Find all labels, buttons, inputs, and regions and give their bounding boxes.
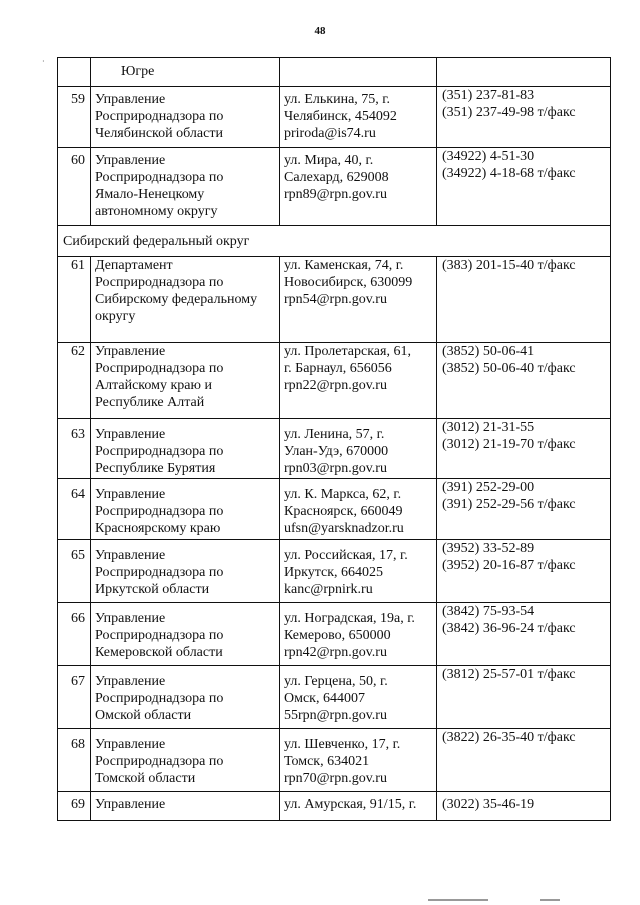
cell-number — [58, 729, 91, 792]
text-line: Иркутской области — [95, 582, 210, 597]
table-row — [58, 257, 611, 343]
text-line: Управление — [95, 92, 166, 107]
text-line: (351) 237-81-83 — [442, 88, 535, 103]
text-line: ул. Шевченко, 17, г. — [284, 737, 401, 752]
cell-name — [91, 87, 280, 148]
cell-phone — [437, 87, 611, 148]
text-line: Росприроднадзора по — [95, 565, 224, 580]
phone-numbers — [437, 603, 610, 637]
address — [280, 540, 436, 598]
scan-mark: · — [42, 57, 45, 66]
cell-name — [91, 419, 280, 479]
phone-numbers — [437, 87, 610, 121]
text-line: Росприроднадзора по — [95, 361, 224, 376]
cell-number — [58, 257, 91, 343]
table-row — [58, 603, 611, 666]
cell-address — [280, 257, 437, 343]
cell-address — [280, 540, 437, 603]
cell-name — [91, 603, 280, 666]
row-number: 68 — [71, 737, 85, 752]
cell-number — [58, 479, 91, 540]
phone-numbers — [437, 666, 610, 683]
organization-name — [91, 343, 279, 411]
text-line: (351) 237-49-98 т/факс — [442, 105, 576, 120]
cell-address — [280, 792, 437, 821]
phone-numbers — [437, 540, 610, 574]
cell-name — [91, 257, 280, 343]
text-line: Управление — [95, 487, 166, 502]
text-line: Управление — [95, 344, 166, 359]
organization-name — [91, 148, 279, 220]
text-line: (3842) 36-96-24 т/факс — [442, 621, 576, 636]
address — [280, 419, 436, 477]
organization-name — [91, 540, 279, 598]
text-line: Управление — [95, 153, 166, 168]
row-number: 61 — [71, 258, 85, 273]
text-line: ул. Ленина, 57, г. — [284, 427, 385, 442]
cell-name — [91, 729, 280, 792]
cell-phone — [437, 666, 611, 729]
address — [280, 729, 436, 787]
text-line: Управление — [95, 737, 166, 752]
text-line: (34922) 4-18-68 т/факс — [442, 166, 576, 181]
text-line: (3012) 21-19-70 т/факс — [442, 437, 576, 452]
cell-address — [280, 58, 437, 87]
name-line: Югре — [121, 64, 155, 79]
row-number: 65 — [71, 548, 85, 563]
cell-name — [91, 540, 280, 603]
cell-name — [91, 148, 280, 226]
text-line: ufsn@yarsknadzor.ru — [284, 521, 404, 536]
text-line: Улан-Удэ, 670000 — [284, 444, 389, 459]
table-row — [58, 148, 611, 226]
text-line: priroda@is74.ru — [284, 126, 376, 141]
cell-address — [280, 729, 437, 792]
text-line: rpn03@rpn.gov.ru — [284, 461, 387, 476]
row-number: 69 — [71, 797, 85, 812]
registry-table-body — [58, 58, 611, 821]
cell-phone — [437, 343, 611, 419]
text-line: ул. Герцена, 50, г. — [284, 674, 388, 689]
address — [280, 666, 436, 724]
text-line: ул. Мира, 40, г. — [284, 153, 374, 168]
address — [280, 792, 436, 813]
text-line: Алтайскому краю и — [95, 378, 212, 393]
cell-phone — [437, 419, 611, 479]
text-line: (391) 252-29-00 — [442, 480, 535, 495]
organization-name — [91, 729, 279, 787]
phone-numbers — [437, 419, 610, 453]
text-line: Кемеровской области — [95, 645, 223, 660]
row-number: 67 — [71, 674, 85, 689]
text-line: Красноярскому краю — [95, 521, 221, 536]
text-line: (3022) 35-46-19 — [442, 797, 535, 812]
cell-address — [280, 479, 437, 540]
table-row — [58, 479, 611, 540]
cell-phone — [437, 58, 611, 87]
address — [280, 603, 436, 661]
text-line: округу — [95, 309, 136, 324]
text-line: Росприроднадзора по — [95, 504, 224, 519]
cell-number — [58, 603, 91, 666]
text-line: rpn70@rpn.gov.ru — [284, 771, 387, 786]
text-line: (3842) 75-93-54 — [442, 604, 535, 619]
organization-name — [91, 603, 279, 661]
text-line: (34922) 4-51-30 — [442, 149, 535, 164]
text-line: (3852) 50-06-40 т/факс — [442, 361, 576, 376]
text-line: Красноярск, 660049 — [284, 504, 403, 519]
row-number: 62 — [71, 344, 85, 359]
address — [280, 257, 436, 308]
text-line: Росприроднадзора по — [95, 444, 224, 459]
cell-name — [91, 58, 280, 87]
cell-name — [91, 792, 280, 821]
organization-name — [91, 792, 279, 813]
text-line: Росприроднадзора по — [95, 109, 224, 124]
text-line: Томской области — [95, 771, 196, 786]
text-line: Управление — [95, 797, 166, 812]
text-line: Управление — [95, 674, 166, 689]
cell-address — [280, 343, 437, 419]
section-row — [58, 226, 611, 257]
text-line: Сибирскому федеральному — [95, 292, 258, 307]
text-line: Салехард, 629008 — [284, 170, 389, 185]
text-line: ул. Каменская, 74, г. — [284, 258, 404, 273]
cell-name — [91, 343, 280, 419]
text-line: kanc@rpnirk.ru — [284, 582, 373, 597]
phone-numbers — [437, 729, 610, 746]
text-line: (3952) 20-16-87 т/факс — [442, 558, 576, 573]
text-line: Управление — [95, 611, 166, 626]
text-line: Челябинской области — [95, 126, 223, 141]
cell-address — [280, 419, 437, 479]
text-line: (3012) 21-31-55 — [442, 420, 535, 435]
organization-name — [91, 257, 279, 325]
phone-numbers — [437, 792, 610, 813]
row-number: 63 — [71, 427, 85, 442]
text-line: Иркутск, 664025 — [284, 565, 384, 580]
scan-edge-mark — [428, 899, 488, 901]
text-line: ул. Пролетарская, 61, — [284, 344, 411, 359]
text-line: rpn89@rpn.gov.ru — [284, 187, 387, 202]
text-line: автономному округу — [95, 204, 218, 219]
text-line: Республике Алтай — [95, 395, 205, 410]
text-line: rpn42@rpn.gov.ru — [284, 645, 387, 660]
text-line: Департамент — [95, 258, 173, 273]
continuation-name — [91, 58, 279, 80]
table-row — [58, 666, 611, 729]
text-line: ул. Ноградская, 19а, г. — [284, 611, 415, 626]
organization-name — [91, 419, 279, 477]
row-number: 66 — [71, 611, 85, 626]
cell-number — [58, 148, 91, 226]
phone-numbers — [437, 479, 610, 513]
text-line: Росприроднадзора по — [95, 628, 224, 643]
section-title: Сибирский федеральный округ — [63, 233, 250, 249]
cell-number — [58, 87, 91, 148]
organization-name — [91, 87, 279, 142]
text-line: (3812) 25-57-01 т/факс — [442, 667, 576, 682]
address — [280, 343, 436, 394]
address — [280, 148, 436, 203]
phone-numbers — [437, 343, 610, 377]
page-number: 48 — [314, 25, 326, 37]
table-row — [58, 87, 611, 148]
cell-number — [58, 540, 91, 603]
cell-number — [58, 419, 91, 479]
text-line: (3852) 50-06-41 — [442, 344, 535, 359]
cell-number — [58, 666, 91, 729]
text-line: Росприроднадзора по — [95, 691, 224, 706]
cell-name — [91, 666, 280, 729]
text-line: Томск, 634021 — [284, 754, 370, 769]
table-row — [58, 792, 611, 821]
text-line: Челябинск, 454092 — [284, 109, 397, 124]
phone-numbers — [437, 257, 610, 274]
text-line: rpn22@rpn.gov.ru — [284, 378, 387, 393]
row-number: 64 — [71, 487, 85, 502]
organization-name — [91, 666, 279, 724]
cell-number — [58, 343, 91, 419]
scan-edge-mark — [540, 899, 560, 901]
phone-numbers — [437, 148, 610, 182]
text-line: ул. Российская, 17, г. — [284, 548, 408, 563]
text-line: (3952) 33-52-89 — [442, 541, 535, 556]
cell-number — [58, 792, 91, 821]
text-line: ул. Елькина, 75, г. — [284, 92, 390, 107]
cell-phone — [437, 479, 611, 540]
address — [280, 479, 436, 537]
row-number: 60 — [71, 153, 85, 168]
text-line: Управление — [95, 548, 166, 563]
text-line: г. Барнаул, 656056 — [284, 361, 392, 376]
address — [280, 87, 436, 142]
text-line: rpn54@rpn.gov.ru — [284, 292, 387, 307]
cell-phone — [437, 792, 611, 821]
text-line: Росприроднадзора по — [95, 170, 224, 185]
cell-name — [91, 479, 280, 540]
section-cell — [58, 226, 611, 257]
table-row — [58, 343, 611, 419]
cell-number — [58, 58, 91, 87]
text-line: Республике Бурятия — [95, 461, 216, 476]
text-line: Кемерово, 650000 — [284, 628, 391, 643]
text-line: Омск, 644007 — [284, 691, 365, 706]
text-line: 55rpn@rpn.gov.ru — [284, 708, 387, 723]
table-row — [58, 729, 611, 792]
text-line: ул. Амурская, 91/15, г. — [284, 797, 417, 812]
text-line: Росприроднадзора по — [95, 754, 224, 769]
cell-address — [280, 87, 437, 148]
text-line: (3822) 26-35-40 т/факс — [442, 730, 576, 745]
text-line: Управление — [95, 427, 166, 442]
cell-address — [280, 148, 437, 226]
cell-phone — [437, 257, 611, 343]
cell-phone — [437, 148, 611, 226]
cell-address — [280, 603, 437, 666]
table-row — [58, 540, 611, 603]
text-line: Росприроднадзора по — [95, 275, 224, 290]
cell-phone — [437, 729, 611, 792]
text-line: Новосибирск, 630099 — [284, 275, 413, 290]
table-row-continuation — [58, 58, 611, 87]
cell-phone — [437, 603, 611, 666]
text-line: (391) 252-29-56 т/факс — [442, 497, 576, 512]
table-row — [58, 419, 611, 479]
text-line: ул. К. Маркса, 62, г. — [284, 487, 402, 502]
text-line: (383) 201-15-40 т/факс — [442, 258, 576, 273]
text-line: Омской области — [95, 708, 192, 723]
cell-phone — [437, 540, 611, 603]
text-line: Ямало-Ненецкому — [95, 187, 205, 202]
registry-table — [57, 57, 611, 821]
row-number: 59 — [71, 92, 85, 107]
organization-name — [91, 479, 279, 537]
cell-address — [280, 666, 437, 729]
